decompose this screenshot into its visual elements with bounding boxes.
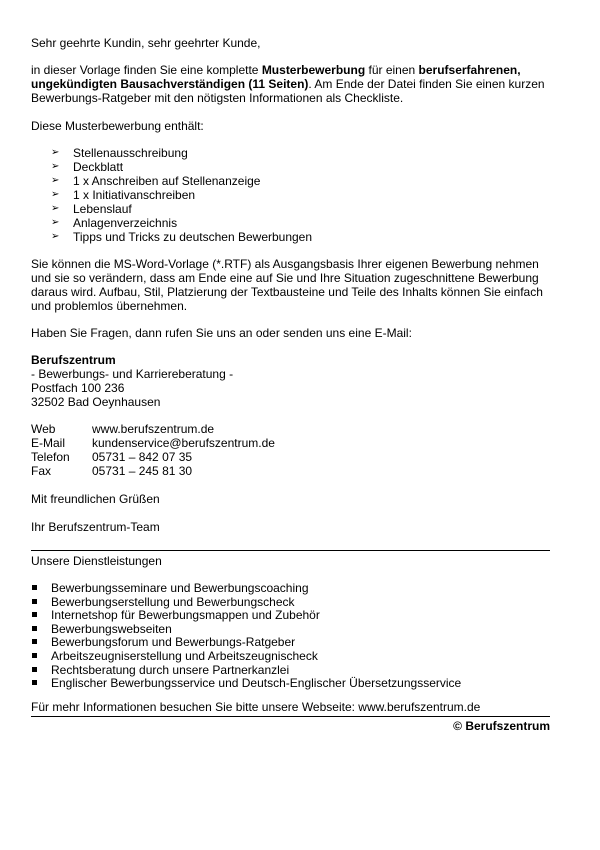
- service-item: Bewerbungsseminare und Bewerbungscoaching: [31, 581, 551, 595]
- intro-bold-1: Musterbewerbung: [261, 63, 366, 77]
- contents-heading: Diese Musterbewerbung enthält:: [31, 119, 204, 133]
- divider-top: [31, 550, 550, 551]
- square-bullet-icon: [32, 680, 37, 685]
- more-info-line: Für mehr Informationen besuchen Sie bitte unsere Webseite: www.berufszentrum.de: [31, 699, 481, 714]
- square-bullet-icon: [32, 639, 37, 644]
- copyright: © Berufszentrum: [453, 718, 550, 733]
- contents-item: ➢ 1 x Initiativanschreiben: [51, 188, 196, 202]
- arrow-bullet-icon: ➢: [51, 203, 60, 214]
- services-heading: Unsere Dienstleistungen: [31, 554, 162, 568]
- contents-list: [31, 146, 551, 244]
- arrow-bullet-icon: ➢: [51, 175, 60, 186]
- web-link[interactable]: www.berufszentrum.de: [92, 422, 215, 436]
- square-bullet-icon: [32, 626, 37, 631]
- contact-label: Fax: [31, 464, 52, 478]
- company-subtitle: - Bewerbungs- und Karriereberatung -: [31, 367, 234, 381]
- usage-paragraph: Sie können die MS-Word-Vorlage (*.RTF) als Ausgangsbasis Ihrer eigenen Bewerbung nehmen und sie so verändern, dass am Ende eine auf Sie und Ihre Situation zugeschnittene Bewerbung daraus wird. Aufbau, Stil, Platzierung der Textbausteine und Teile des Inhalts können Sie einfach und problemlos übernehmen.: [31, 257, 543, 313]
- contents-item: ➢ Deckblatt: [51, 160, 124, 174]
- square-bullet-icon: [32, 667, 37, 672]
- square-bullet-icon: [32, 599, 37, 604]
- contact-row-fax: [31, 464, 551, 478]
- contact-row-email: [31, 436, 551, 450]
- questions-paragraph: Haben Sie Fragen, dann rufen Sie uns an oder senden uns eine E-Mail:: [31, 326, 412, 340]
- service-item: Bewerbungserstellung und Bewerbungscheck: [31, 595, 551, 609]
- contact-label: Web: [31, 422, 56, 436]
- square-bullet-icon: [32, 585, 37, 590]
- contents-item: ➢ 1 x Anschreiben auf Stellenanzeige: [51, 174, 261, 188]
- divider-bottom: [31, 716, 550, 717]
- arrow-bullet-icon: ➢: [51, 217, 60, 228]
- arrow-bullet-icon: ➢: [51, 189, 60, 200]
- service-item: Englischer Bewerbungsservice und Deutsch-Englischer Übersetzungsservice: [31, 676, 551, 690]
- intro-text-1: in dieser Vorlage finden Sie eine komplette: [31, 63, 262, 77]
- company-name: Berufszentrum: [31, 353, 116, 367]
- intro-text-2: für einen: [365, 63, 419, 77]
- services-list: [31, 581, 551, 690]
- closing: Mit freundlichen Grüßen: [31, 492, 160, 506]
- fax-number: 05731 – 245 81 30: [92, 464, 193, 478]
- contact-label: Telefon: [31, 450, 70, 464]
- square-bullet-icon: [32, 653, 37, 658]
- service-item: Bewerbungswebseiten: [31, 622, 551, 636]
- service-item: Internetshop für Bewerbungsmappen und Zubehör: [31, 608, 551, 622]
- contents-item: ➢ Lebenslauf: [51, 202, 132, 216]
- intro-text-3: . Am Ende der Datei finden Sie einen kurzen Bewerbungs-Ratgeber mit den nötigsten Informationen als Checkliste.: [31, 77, 545, 105]
- signature: Ihr Berufszentrum-Team: [31, 520, 160, 534]
- contact-row-phone: [31, 450, 551, 464]
- service-item: Arbeitszeugniserstellung und Arbeitszeugnischeck: [31, 649, 551, 663]
- intro-paragraph: [31, 63, 551, 105]
- arrow-bullet-icon: ➢: [51, 161, 60, 172]
- contact-row-web: [31, 422, 551, 436]
- document-page: [31, 36, 551, 733]
- contact-label: E-Mail: [31, 436, 66, 450]
- arrow-bullet-icon: ➢: [51, 147, 60, 158]
- arrow-bullet-icon: ➢: [51, 231, 60, 242]
- greeting: Sehr geehrte Kundin, sehr geehrter Kunde,: [31, 36, 261, 50]
- phone-number: 05731 – 842 07 35: [92, 450, 193, 464]
- email-link[interactable]: kundenservice@berufszentrum.de: [92, 436, 275, 450]
- intro-bold-2: berufserfahrenen, ungekündigten Bausachverständigen (11 Seiten): [31, 63, 521, 91]
- square-bullet-icon: [32, 612, 37, 617]
- contents-item: ➢ Stellenausschreibung: [51, 146, 188, 160]
- address-block: [31, 353, 551, 409]
- contents-item: ➢ Anlagenverzeichnis: [51, 216, 178, 230]
- city-line: 32502 Bad Oeynhausen: [31, 395, 161, 409]
- service-item: Rechtsberatung durch unsere Partnerkanzlei: [31, 663, 551, 677]
- contents-item: ➢ Tipps und Tricks zu deutschen Bewerbungen: [51, 230, 313, 244]
- contact-table: [31, 422, 551, 478]
- postal-address: Postfach 100 236: [31, 381, 125, 395]
- service-item: Bewerbungsforum und Bewerbungs-Ratgeber: [31, 635, 551, 649]
